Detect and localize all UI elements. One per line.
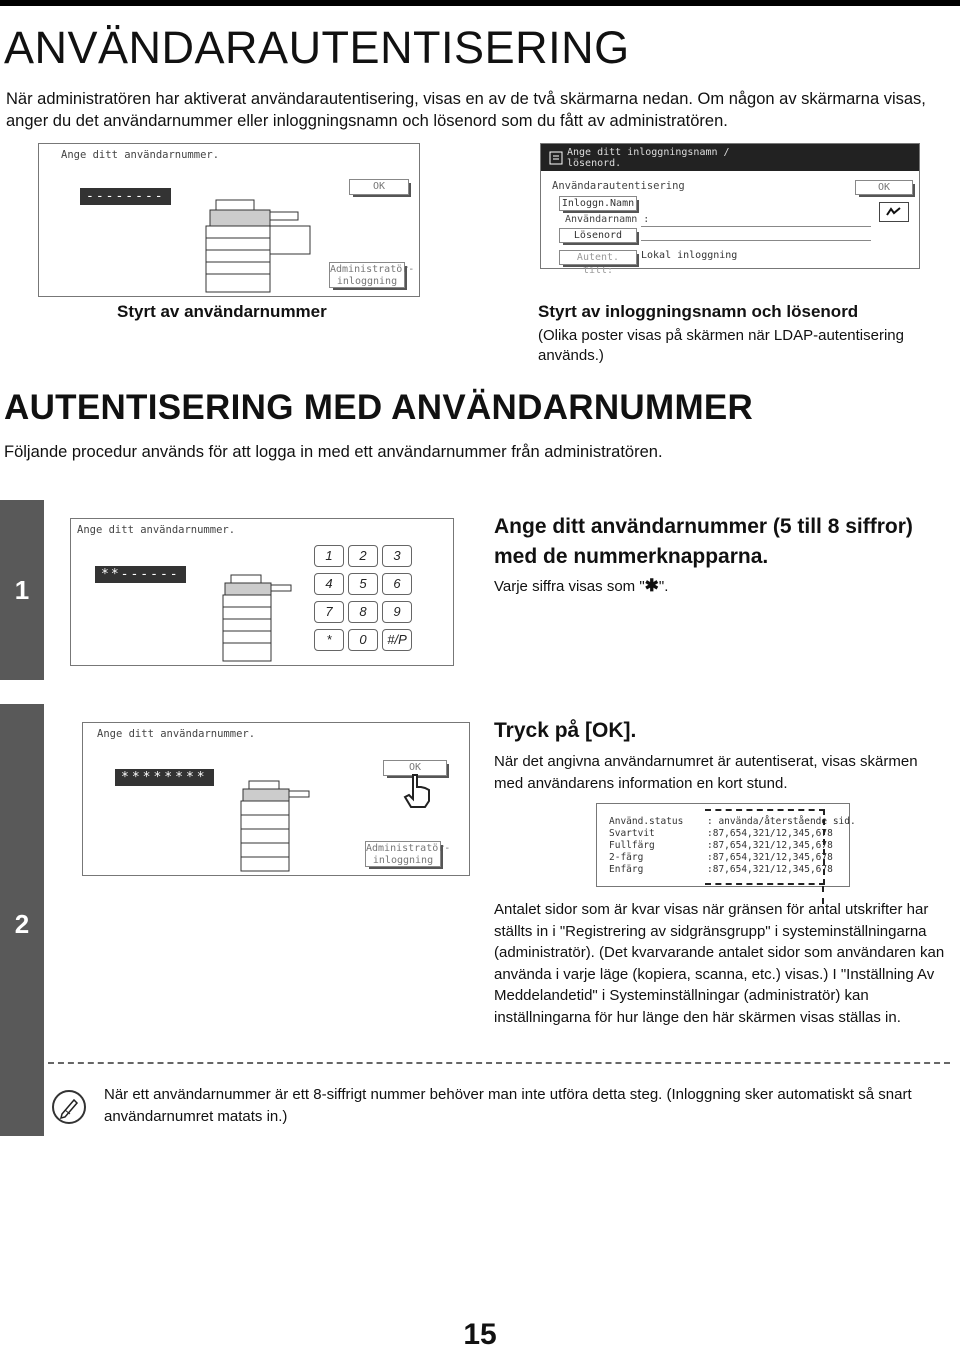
user-number-field[interactable]: ********	[115, 769, 214, 786]
section-intro: Följande procedur används för att logga in med ett användarnummer från administratören.	[4, 443, 663, 461]
printer-icon	[239, 777, 319, 873]
divider	[48, 1062, 950, 1064]
step-number-1: 1	[0, 500, 44, 680]
asterisk-icon: ✱	[644, 576, 659, 595]
user-status-screen	[596, 803, 856, 887]
key-star[interactable]: *	[314, 629, 344, 651]
caption-login-name: Styrt av inloggningsnamn och lösenord	[538, 302, 859, 321]
admin-login-line1: Administratör-	[330, 264, 415, 275]
caption-user-number: Styrt av användarnummer	[117, 302, 327, 321]
info-icon	[549, 151, 563, 165]
group-label: Användarautentisering	[552, 180, 685, 192]
screen-step1	[70, 518, 454, 666]
step1-title: Ange ditt användarnummer (5 till 8 siffror) med de nummerknapparna.	[494, 515, 913, 568]
screen-prompt	[567, 147, 730, 169]
key-8[interactable]: 8	[348, 601, 378, 623]
step2-text: När det angivna användarnumret är autentiserat, visas skärmen med användarens information en kort stund.	[494, 753, 918, 792]
note-pencil-icon	[52, 1090, 86, 1124]
status-value: :87,654,321/12,345,678	[707, 864, 833, 875]
status-label: 2-färg	[609, 852, 644, 863]
admin-login-line2: inloggning	[336, 276, 398, 287]
user-number-field[interactable]: --------	[80, 188, 171, 205]
password-button[interactable]: Lösenord	[559, 228, 637, 243]
screen-prompt: Ange ditt användarnummer.	[97, 728, 256, 740]
key-2[interactable]: 2	[348, 545, 378, 567]
key-6[interactable]: 6	[382, 573, 412, 595]
user-name-label: Användarnamn :	[565, 214, 650, 225]
user-name-field[interactable]	[641, 226, 871, 227]
screen-prompt: Ange ditt användarnummer.	[61, 149, 220, 161]
status-value: :87,654,321/12,345,678	[707, 852, 833, 863]
pointing-hand-icon	[399, 771, 439, 811]
remaining-highlight	[705, 809, 825, 885]
step2-text2: Antalet sidor som är kvar visas när gränsen för antal utskrifter har ställts in i "Registrering av sidgränsgrupp" i systeminställningarna (administratör). (Det kvarvarande antalet sidor som användaren kan använda i varje läge (kopiera, scanna, etc.) visas.) I "Inställning Av Meddelandetid" i Systeminställningar (administratör) kan inställningarna för hur länge den här skärmen visas ställas in.	[494, 901, 945, 1026]
step2-title: Tryck på [OK].	[494, 719, 637, 742]
printer-icon	[204, 194, 316, 294]
keyboard-icon[interactable]	[879, 202, 909, 222]
status-value: :87,654,321/12,345,678	[707, 828, 833, 839]
step-number-2: 2	[0, 704, 44, 1136]
status-label: Svartvit	[609, 828, 655, 839]
ok-button[interactable]: OK	[349, 179, 409, 195]
key-4[interactable]: 4	[314, 573, 344, 595]
status-value: :87,654,321/12,345,678	[707, 840, 833, 851]
prompt-line2: lösenord.	[567, 158, 622, 169]
key-7[interactable]: 7	[314, 601, 344, 623]
key-9[interactable]: 9	[382, 601, 412, 623]
screen-prompt: Ange ditt användarnummer.	[77, 524, 236, 536]
status-label: Enfärg	[609, 864, 644, 875]
step1-text-prefix: Varje siffra visas som "	[494, 578, 645, 595]
intro-text: När administratören har aktiverat användarautentisering, visas en av de två skärmarna nedan. Om någon av skärmarna visas, anger du det användarnummer eller inloggningsnamn och lösenord som du fått av administratören.	[6, 90, 926, 130]
screen-step2	[82, 722, 470, 876]
screen-login-name	[540, 143, 920, 276]
admin-login-button[interactable]	[365, 841, 451, 867]
page-number: 15	[463, 1318, 497, 1351]
page-title: ANVÄNDARAUTENTISERING	[4, 22, 630, 73]
step1-text	[494, 575, 949, 598]
key-3[interactable]: 3	[382, 545, 412, 567]
status-label: Fullfärg	[609, 840, 655, 851]
user-number-field[interactable]: **------	[95, 566, 186, 583]
printer-icon	[221, 571, 301, 663]
admin-login-line2: inloggning	[372, 855, 434, 866]
admin-login-button[interactable]	[329, 262, 415, 288]
status-value: : använda/återstående sid.	[707, 816, 856, 827]
admin-login-line1: Administratör-	[366, 843, 451, 854]
screen-user-number	[38, 143, 420, 297]
key-hash-p[interactable]: #/P	[382, 629, 412, 651]
key-1[interactable]: 1	[314, 545, 344, 567]
step2-note: När ett användarnummer är ett 8-siffrigt nummer behöver man inte utföra detta steg. (Inloggning sker automatiskt så snart användarnumret matats in.)	[104, 1086, 912, 1125]
prompt-line1: Ange ditt inloggningsnamn /	[567, 147, 730, 158]
status-label: Använd.status	[609, 816, 684, 827]
login-name-button[interactable]: Inloggn.Namn	[559, 196, 637, 211]
ok-button[interactable]: OK	[855, 180, 913, 195]
password-field[interactable]	[641, 240, 871, 241]
caption-ldap-note: (Olika poster visas på skärmen när LDAP-autentisering används.)	[538, 327, 904, 364]
step1-text-suffix: ".	[658, 578, 669, 595]
key-5[interactable]: 5	[348, 573, 378, 595]
auth-to-button[interactable]: Autent. till:	[559, 250, 637, 265]
top-rule	[0, 0, 960, 6]
ok-button[interactable]: OK	[383, 760, 447, 776]
auth-value: Lokal inloggning	[641, 250, 738, 261]
key-0[interactable]: 0	[348, 629, 378, 651]
section-title: AUTENTISERING MED ANVÄNDARNUMMER	[4, 388, 754, 427]
